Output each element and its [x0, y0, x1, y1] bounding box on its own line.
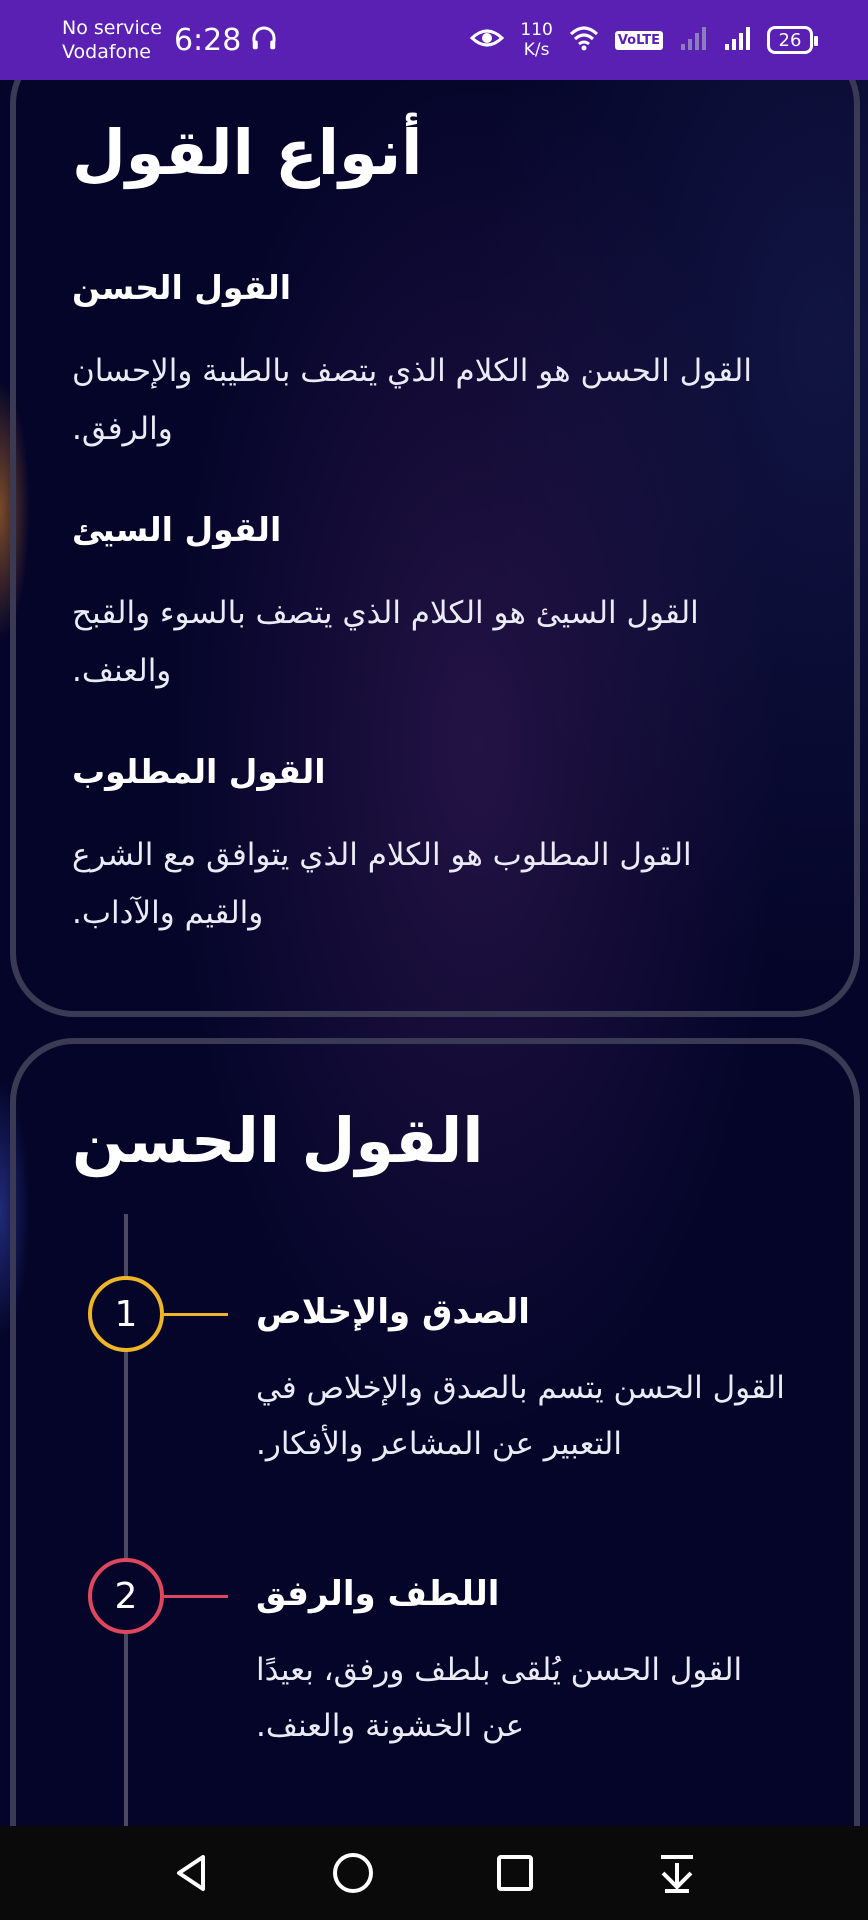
types-card	[10, 80, 860, 1017]
home-icon	[331, 1851, 375, 1895]
good-speech-card-title: القول الحسن	[72, 1104, 484, 1177]
step-connector	[164, 1595, 228, 1598]
status-bar	[0, 0, 868, 80]
battery-indicator: 26	[767, 26, 813, 54]
good-speech-card	[10, 1038, 860, 1826]
step-number-1: 1	[88, 1276, 164, 1352]
item-heading-good: القول الحسن	[72, 268, 292, 307]
item-text-good: القول الحسن هو الكلام الذي يتصف بالطيبة والإحسان والرفق.	[72, 353, 752, 447]
step-text-2: القول الحسن يُلقى بلطف ورفق، بعيدًا عن الخشونة والعنف.	[256, 1652, 743, 1744]
back-button[interactable]	[161, 1843, 221, 1903]
step-number-2: 2	[88, 1558, 164, 1634]
types-card-title: أنواع القول	[72, 116, 423, 189]
recents-icon	[493, 1851, 537, 1895]
pull-down-icon	[655, 1851, 699, 1895]
step-title-2: اللطف والرفق	[256, 1574, 500, 1614]
wifi-icon	[569, 25, 599, 55]
home-button[interactable]	[323, 1843, 383, 1903]
carrier-info	[62, 16, 162, 64]
clock: 6:28	[173, 22, 242, 58]
carrier-line-1: No service	[62, 17, 162, 39]
recents-button[interactable]	[485, 1843, 545, 1903]
item-heading-required: القول المطلوب	[72, 752, 326, 791]
network-speed	[520, 20, 552, 60]
back-icon	[169, 1851, 213, 1895]
speed-value: 110	[520, 20, 553, 40]
step-title-1: الصدق والإخلاص	[256, 1292, 530, 1332]
step-text-1: القول الحسن يتسم بالصدق والإخلاص في التعبير عن المشاعر والأفكار.	[256, 1370, 785, 1462]
signal-sim2-icon	[679, 24, 707, 56]
status-left	[62, 16, 279, 64]
main-content[interactable]	[0, 80, 868, 1826]
item-text-required: القول المطلوب هو الكلام الذي يتوافق مع الشرع والقيم والآداب.	[72, 837, 692, 931]
headphones-icon	[249, 23, 279, 57]
volte-badge: VoLTE	[615, 31, 663, 50]
carrier-line-2: Vodafone	[62, 41, 151, 63]
eye-icon	[470, 26, 504, 54]
item-heading-bad: القول السيئ	[72, 510, 282, 549]
item-text-bad: القول السيئ هو الكلام الذي يتصف بالسوء والقبح والعنف.	[72, 595, 699, 689]
notifications-pull-button[interactable]	[647, 1843, 707, 1903]
step-connector	[164, 1313, 228, 1316]
navigation-bar	[0, 1826, 868, 1920]
status-right	[470, 20, 813, 60]
speed-unit: K/s	[523, 40, 550, 60]
signal-sim1-icon	[723, 24, 751, 56]
